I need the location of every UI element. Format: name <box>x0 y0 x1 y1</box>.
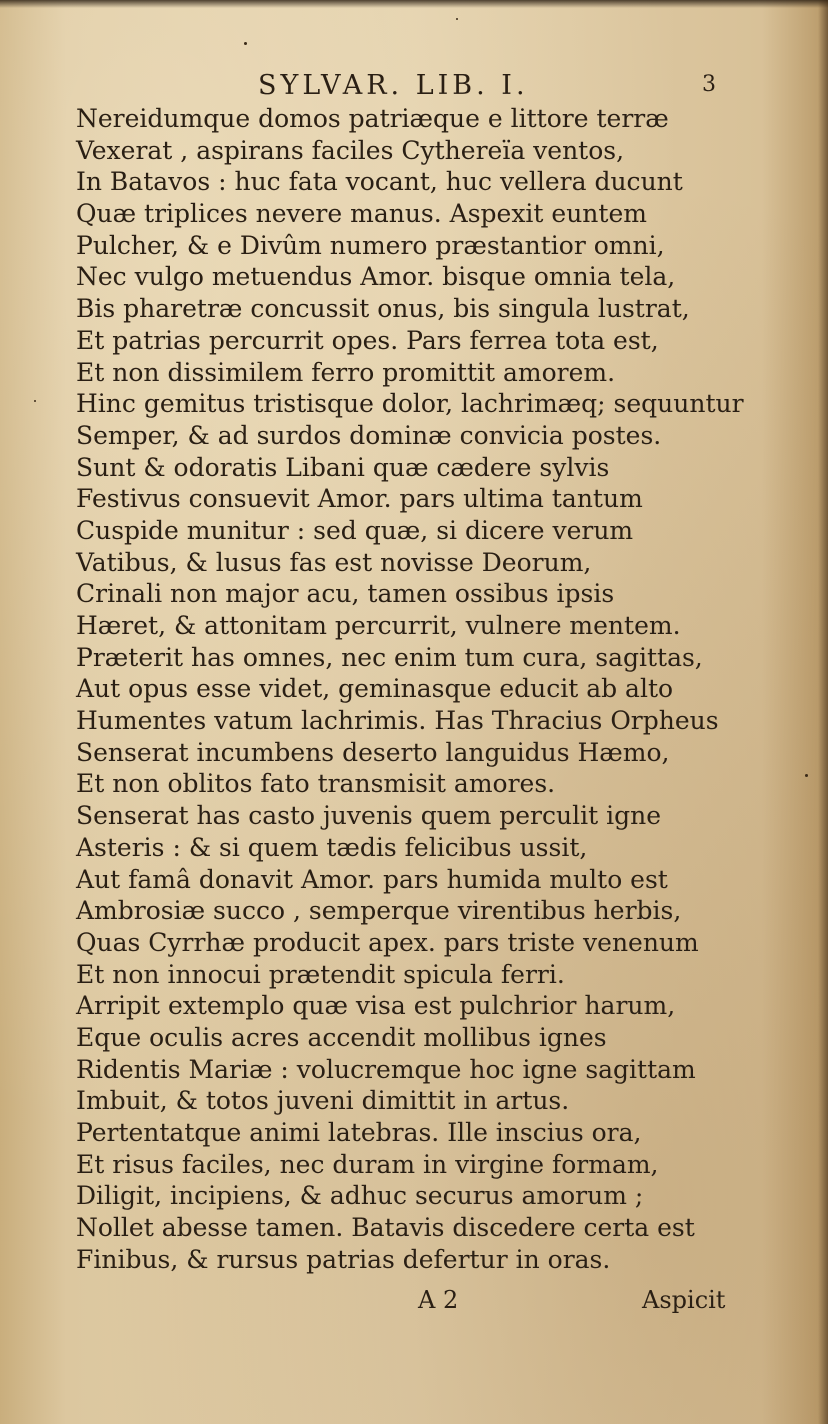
poem-line: Asteris : & si quem tædis felicibus ussit, <box>76 832 588 862</box>
page-number: 3 <box>702 72 716 97</box>
ink-speck <box>456 18 458 20</box>
poem-line: Hinc gemitus tristisque dolor, lachrimæq; sequuntur <box>76 389 744 419</box>
page-edge-shadow <box>818 0 828 1424</box>
signature-mark: A 2 <box>418 1286 459 1314</box>
poem-line: Hæret, & attonitam percurrit, vulnere mentem. <box>76 611 681 640</box>
poem-line: Aut opus esse videt, geminasque educit ab alto <box>76 674 674 704</box>
poem-line: Ridentis Mariæ : volucremque hoc igne sagittam <box>76 1054 696 1084</box>
poem-line: Nollet abesse tamen. Batavis discedere certa est <box>76 1213 695 1243</box>
running-title: SYLVAR. LIB. I. <box>258 70 529 101</box>
poem-line: Festivus consuevit Amor. pars ultima tantum <box>76 484 643 514</box>
poem-line: Nec vulgo metuendus Amor. bisque omnia tela, <box>76 262 676 292</box>
poem-line: Pertentatque animi latebras. Ille inscius ora, <box>76 1118 642 1147</box>
ink-speck <box>805 774 808 777</box>
poem-line: Quas Cyrrhæ producit apex. pars triste venenum <box>76 927 699 957</box>
poem-line: Crinali non major acu, tamen ossibus ipsis <box>76 579 615 609</box>
poem-line: Ambrosiæ succo , semperque virentibus herbis, <box>76 896 682 926</box>
poem-line: Finibus, & rursus patrias defertur in oras. <box>76 1244 611 1274</box>
poem-line: Pulcher, & e Divûm numero præstantior omni, <box>76 230 665 260</box>
poem-line: Et non oblitos fato transmisit amores. <box>76 769 556 799</box>
catchword: Aspicit <box>642 1286 726 1314</box>
poem-line: Semper, & ad surdos dominæ convicia postes. <box>76 420 662 450</box>
poem-line: Vexerat , aspirans faciles Cythereïa ventos, <box>76 135 625 165</box>
ink-speck <box>34 400 36 402</box>
poem-line: Aut famâ donavit Amor. pars humida multo est <box>76 864 668 894</box>
poem-line: Cuspide munitur : sed quæ, si dicere verum <box>76 515 634 545</box>
top-edge-shadow <box>0 0 828 8</box>
poem-line: Bis pharetræ concussit onus, bis singula lustrat, <box>76 294 690 324</box>
poem-line: Senserat incumbens deserto languidus Hæmo, <box>76 737 670 767</box>
poem-line: Vatibus, & lusus fas est novisse Deorum, <box>76 547 592 577</box>
poem-line: Arripit extemplo quæ visa est pulchrior harum, <box>76 991 676 1021</box>
poem-line: Et non innocui prætendit spicula ferri. <box>76 959 565 989</box>
poem-line: Et risus faciles, nec duram in virgine formam, <box>76 1149 659 1179</box>
poem-line: Diligit, incipiens, & adhuc securus amorum ; <box>76 1181 644 1211</box>
poem-line: In Batavos : huc fata vocant, huc vellera ducunt <box>76 167 683 197</box>
page-footer <box>0 1286 828 1326</box>
poem-line: Sunt & odoratis Libani quæ cædere sylvis <box>76 452 610 482</box>
poem-line: Quæ triplices nevere manus. Aspexit euntem <box>76 199 647 229</box>
poem-line: Nereidumque domos patriæque e littore terræ <box>76 104 669 133</box>
poem-text-block <box>76 103 756 1275</box>
ink-speck <box>244 42 247 45</box>
poem-line: Imbuit, & totos juveni dimittit in artus. <box>76 1086 570 1116</box>
poem-line: Senserat has casto juvenis quem perculit igne <box>76 801 661 831</box>
poem-line: Eque oculis acres accendit mollibus ignes <box>76 1022 607 1052</box>
poem-line: Et patrias percurrit opes. Pars ferrea tota est, <box>76 325 659 355</box>
poem-line: Præterit has omnes, nec enim tum cura, sagittas, <box>76 642 703 672</box>
poem-line: Et non dissimilem ferro promittit amorem. <box>76 357 616 387</box>
poem-line: Humentes vatum lachrimis. Has Thracius Orpheus <box>76 706 719 736</box>
